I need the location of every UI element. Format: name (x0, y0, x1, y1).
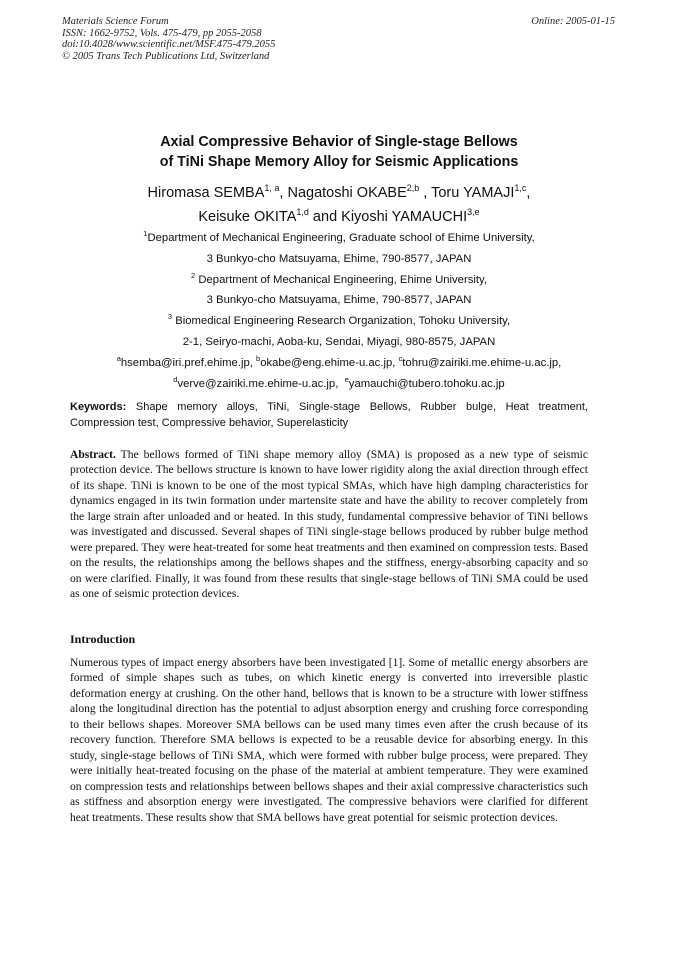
introduction-text: Numerous types of impact energy absorbers have been investigated [1]. Some of metallic energy absorbers are formed of simple shapes such as tubes, on which kinetic energy is converted into irreversible plastic deformation energy at crushing. On the other hand, bellows that is known to be a structure with lower stiffness along the longitudinal direction has the potential to adjust absorption energy and crushing force corresponding to their bellows shapes. Moreover SMA bellows can be used many times even after the crush because of its recovery function. Therefore SMA bellows is expected to be a reusable device for absorbing energy. In this study, single-stage bellows of TiNi SMA, which were formed with rubber bulge process, were prepared. They were initially heat-treated focusing on the phase of the material at ambient temperature. They were examined on compression tests and relationships between bellows shapes and their axial compressive characteristics such as stiffness and absorption energy were investigated. The compressive behaviors were clarified for different heat treatments. These results show that SMA bellows have great potential for seismic protection devices. (70, 657, 588, 824)
email-address: okabe@eng.ehime-u.ac.jp, (260, 356, 399, 369)
keywords (70, 400, 588, 431)
email-sup: a (116, 353, 121, 363)
introduction-heading: Introduction (70, 632, 136, 646)
paper-title (0, 132, 678, 172)
author-name: Toru YAMAJI (431, 185, 515, 201)
email-line-2 (0, 374, 678, 395)
affiliation-sup: 3 (167, 312, 173, 322)
abstract (70, 448, 588, 603)
email-line-1 (0, 353, 678, 374)
author-sup: 1, a (264, 183, 280, 193)
author-sep: , (526, 185, 531, 201)
author-name: Nagatoshi OKABE (287, 185, 407, 201)
abstract-text: The bellows formed of TiNi shape memory alloy (SMA) is proposed as a new type of seismic protection device. The bellows structure is known to have lower rigidity along the axial direction through effect of its shape. TiNi is known to be one of the most typical SMAs, which have high damping characteristics for dynamics engaged in its twin formation under martensite state and have the ability to recover completely from the large strain after unloaded and or heated. In this study, fundamental compressive behavior of TiNi bellows was investigated and discussed. Several shapes of TiNi single-stage bellows produced by rubber bulge method were prepared. They were heat-treated for some heat treatments and then examined on compression tests. Based on the results, the relationships among the bellows shapes and the stiffness, energy-absorbing capacity and so on were clarified. Finally, it was found from these results that single-stage bellows of TiNi SMA could be used as one of seismic protection devices. (70, 449, 588, 601)
author-name: Kiyoshi YAMAUCHI (341, 209, 468, 225)
affiliation-text: Department of Mechanical Engineering, Ehime University, (195, 273, 487, 286)
affiliation-line: 3 Bunkyo-cho Matsuyama, Ehime, 790-8577, JAPAN (206, 294, 472, 307)
email-address: hsemba@iri.pref.ehime.jp, (120, 356, 257, 369)
author-list (0, 181, 678, 229)
issn: ISSN: 1662-9752, Vols. 475-479, pp 2055-2058 (62, 27, 262, 39)
online-date: Online: 2005-01-15 (531, 16, 615, 27)
affiliation-line (0, 311, 678, 332)
keywords-label: Keywords: (70, 401, 127, 413)
author-sup: 1,c (514, 183, 527, 193)
email-address: tohru@zairiki.me.ehime-u.ac.jp, (402, 356, 562, 369)
author-sup: 1,d (296, 207, 309, 217)
journal-name: Materials Science Forum (62, 16, 169, 27)
author-name: Hiromasa SEMBA (147, 185, 265, 201)
author-sep: and (308, 209, 342, 225)
author-line-1 (0, 181, 678, 205)
affiliation-line: 3 Bunkyo-cho Matsuyama, Ehime, 790-8577, JAPAN (206, 252, 472, 265)
affiliations (0, 228, 678, 394)
email-sup: d (173, 374, 178, 384)
author-sup: 2,b (406, 183, 420, 193)
author-sup: 3,e (467, 207, 480, 217)
doi: doi:10.4028/www.scientific.net/MSF.475-479.2055 (62, 39, 276, 51)
keywords-text: Shape memory alloys, TiNi, Single-stage Bellows, Rubber bulge, Heat treatment, Compression test, Compressive behavior, Superelasticity (70, 401, 588, 429)
title-line-1: Axial Compressive Behavior of Single-stage Bellows (160, 134, 518, 150)
author-line-2 (0, 205, 678, 229)
affiliation-line: 2-1, Seiryo-machi, Aoba-ku, Sendai, Miyagi, 980-8575, JAPAN (182, 335, 496, 348)
email-sup: e (344, 374, 349, 384)
author-sep: , (419, 185, 432, 201)
email-address: yamauchi@tubero.tohoku.ac.jp (348, 377, 505, 390)
title-line-2: of TiNi Shape Memory Alloy for Seismic Applications (159, 154, 519, 170)
author-sep: , (279, 185, 288, 201)
abstract-label: Abstract. (70, 449, 116, 461)
email-sup: b (256, 353, 261, 363)
email-address: verve@zairiki.me.ehime-u.ac.jp, (177, 377, 345, 390)
affiliation-sup: 2 (191, 270, 196, 280)
author-name: Keisuke OKITA (198, 209, 297, 225)
affiliation-sup: 1 (143, 229, 148, 238)
copyright: © 2005 Trans Tech Publications Ltd, Switzerland (62, 50, 270, 62)
email-sup: c (398, 353, 403, 363)
affiliation-text: Biomedical Engineering Research Organization, Tohoku University, (172, 315, 511, 328)
affiliation-line (0, 270, 678, 291)
affiliation-text: Department of Mechanical Engineering, Graduate school of Ehime University, (147, 232, 535, 244)
affiliation-line (0, 228, 678, 249)
journal-header (62, 16, 275, 62)
